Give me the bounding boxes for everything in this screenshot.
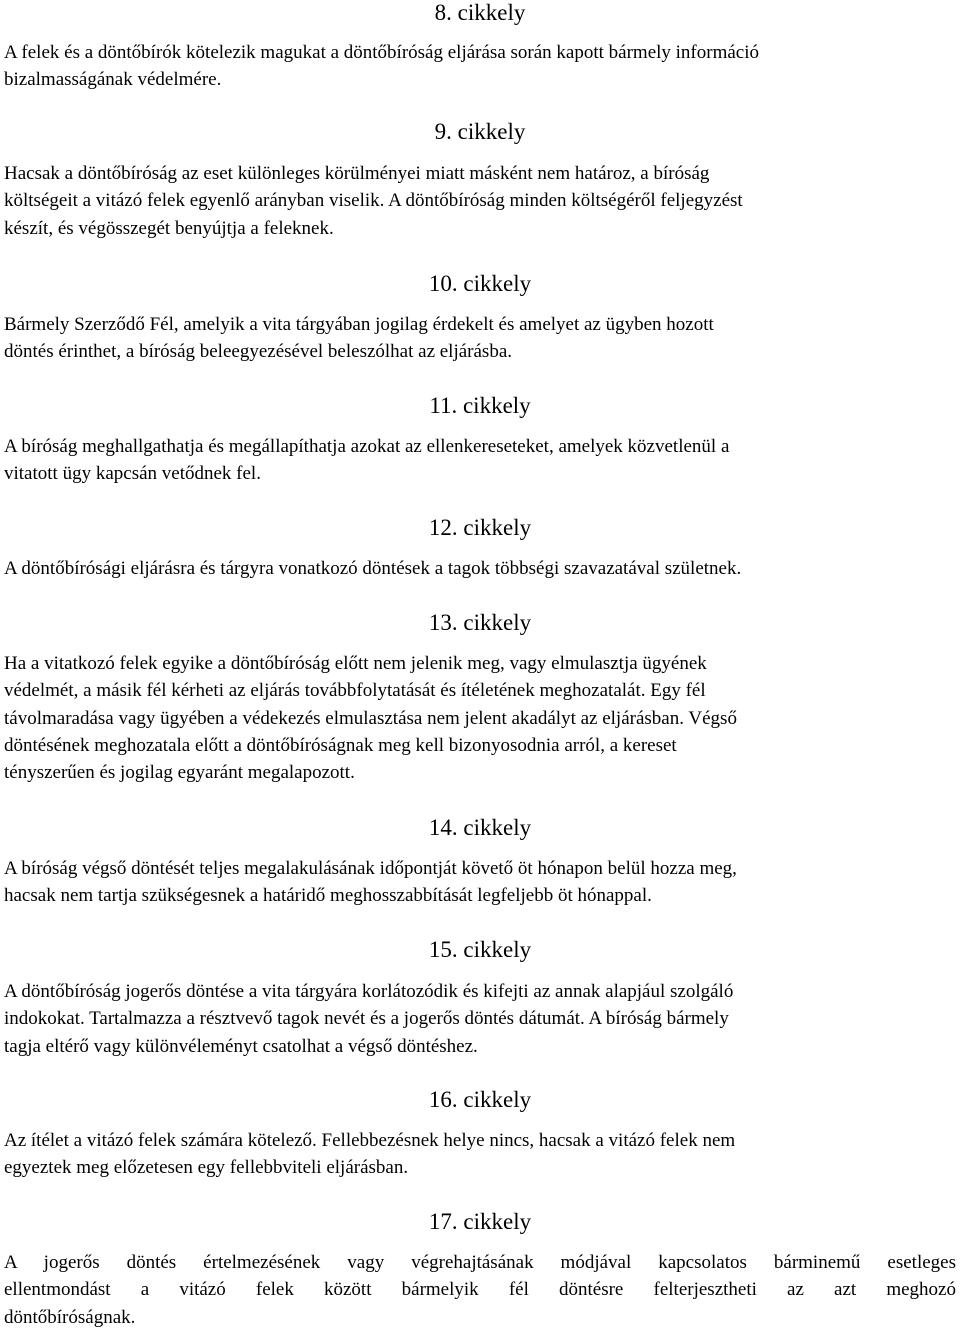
text-line: Bármely Szerződő Fél, amelyik a vita tárgyában jogilag érdekelt és amelyet az ügyben hozott [4,314,714,335]
article-14-heading: 14. cikkely [428,815,532,840]
text-line: döntésének meghozatala előtt a döntőbíróságnak meg kell bizonyosodnia arról, a kereset [4,734,677,756]
text-line: Hacsak a döntőbíróság az eset különleges körülményei miatt másként nem határoz, a bíróság [4,163,710,184]
article-14-text [4,855,956,910]
text-line: bizalmasságának védelmére. [4,69,222,91]
article-12-heading: 12. cikkely [428,515,532,540]
text-line: egyeztek meg előzetesen egy fellebbviteli eljárásban. [4,1157,409,1179]
text-line: hacsak nem tartja szükségesnek a határidő meghosszabbítását legfeljebb öt hónappal. [4,885,652,907]
text-line: készít, és végösszegét benyújtja a feleknek. [4,217,334,239]
text-line: A bíróság végső döntését teljes megalakulásának időpontját követő öt hónapon belül hozza meg, [4,858,737,879]
article-11-text [4,433,956,488]
article-8-heading: 8. cikkely [434,0,526,25]
text-line: Ha a vitatkozó felek egyike a döntőbíróság előtt nem jelenik meg, vagy elmulasztja ügyének [4,653,707,674]
text-line: tagja eltérő vagy különvéleményt csatolhat a végső döntéshez. [4,1035,478,1057]
article-16-text [4,1127,956,1182]
article-17-heading: 17. cikkely [428,1209,532,1234]
text-line: ellentmondást a vitázó felek között bármelyik fél döntésre felterjesztheti az azt meghozó [4,1279,956,1301]
article-13-heading: 13. cikkely [428,610,532,635]
article-9-text [4,160,956,242]
article-10-heading: 10. cikkely [428,271,532,296]
article-12-text [4,555,956,582]
text-line: vitatott ügy kapcsán vetődnek fel. [4,463,261,485]
text-line: A döntőbíróság jogerős döntése a vita tárgyára korlátozódik és kifejti az annak alapjául szolgáló [4,981,734,1002]
article-16-heading: 16. cikkely [428,1087,532,1112]
article-10-text [4,311,956,366]
text-line: Az ítélet a vitázó felek számára kötelező. Fellebbezésnek helye nincs, hacsak a vitázó felek nem [4,1130,736,1151]
text-line: A felek és a döntőbírók kötelezik magukat a döntőbíróság eljárása során kapott bármely információ [4,42,760,63]
text-line: döntés érinthet, a bíróság beleegyezésével beleszólhat az eljárásba. [4,341,513,363]
article-15-heading: 15. cikkely [428,937,532,962]
text-line: indokokat. Tartalmazza a résztvevő tagok nevét és a jogerős döntés dátumát. A bíróság bármely [4,1008,729,1030]
text-line: költségeit a vitázó felek egyenlő arányban viselik. A döntőbíróság minden költségéről feljegyzést [4,190,743,212]
article-13-text [4,650,956,786]
text-line: védelmét, a másik fél kérheti az eljárás továbbfolytatását és ítéletének meghozatalát. Egy fél [4,680,706,702]
article-17-text [4,1249,956,1331]
text-line: A döntőbírósági eljárásra és tárgyra vonatkozó döntések a tagok többségi szavazatával születnek. [4,558,742,579]
text-line: tényszerűen és jogilag egyaránt megalapozott. [4,762,355,784]
article-8-text [4,39,956,94]
text-line: döntőbíróságnak. [4,1306,136,1328]
article-9-heading: 9. cikkely [434,119,526,144]
article-11-heading: 11. cikkely [429,393,531,418]
article-15-text [4,978,956,1060]
text-line: távolmaradása vagy ügyében a védekezés elmulasztása nem jelent akadályt az eljárásban. Végső [4,707,737,729]
text-line: A bíróság meghallgathatja és megállapíthatja azokat az ellenkereseteket, amelyek közvetlenül a [4,436,730,457]
text-line: A jogerős döntés értelmezésének vagy végrehajtásának módjával kapcsolatos bárminemű esetleges [4,1252,956,1273]
